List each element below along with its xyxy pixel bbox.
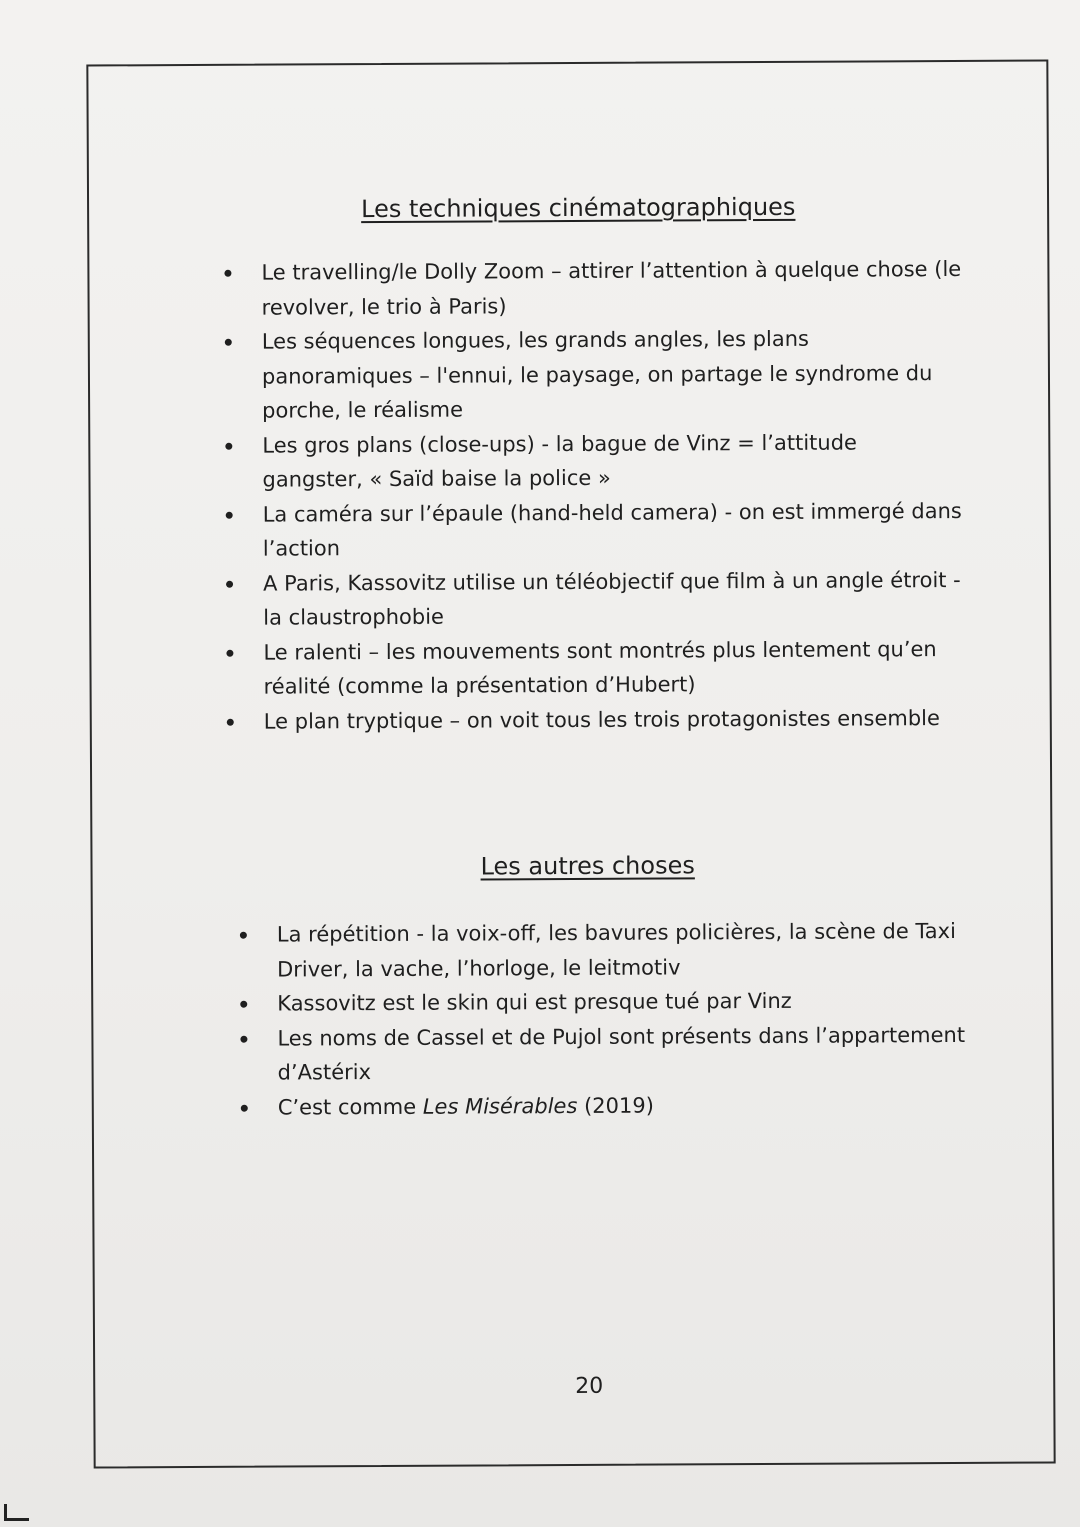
list-item — [277, 1017, 977, 1090]
bullet-icon — [225, 442, 232, 449]
list-item-text: Les noms de Cassel et de Pujol sont présents dans l’appartement d’Astérix — [277, 1022, 966, 1085]
list-item-text: A Paris, Kassovitz utilise un téléobjectif que film à un angle étroit - la claustrophobie — [262, 567, 961, 630]
bullet-icon — [240, 932, 247, 939]
bullet-icon — [226, 580, 233, 587]
list-item-text-prefix: C’est comme — [277, 1094, 423, 1120]
bullet-icon — [227, 718, 234, 725]
page-content — [88, 62, 1053, 1467]
page-border — [86, 59, 1055, 1468]
list-item — [277, 983, 977, 1021]
other-things-list — [277, 914, 978, 1125]
bullet-icon — [226, 511, 233, 518]
list-item-text: La caméra sur l’épaule (hand-held camera) - on est immergé dans l’action — [262, 498, 962, 561]
bullet-icon — [225, 339, 232, 346]
bullet-icon — [224, 270, 231, 277]
list-item — [277, 914, 977, 987]
list-item-text: La répétition - la voix-off, les bavures policières, la scène de Taxi Driver, la vache, l’horloge, le leitmotiv — [276, 918, 956, 982]
list-item-text: Les séquences longues, les grands angles, les plans panoramiques – l'ennui, le paysage, on partage le syndrome du porche, le réalisme — [261, 326, 933, 423]
techniques-list — [261, 252, 964, 739]
section-heading-techniques: Les techniques cinématographiques — [361, 192, 796, 224]
film-title: Les Misérables — [422, 1093, 578, 1119]
bullet-icon — [240, 1035, 247, 1042]
list-item-text: Le plan tryptique – on voit tous les trois protagonistes ensemble — [263, 705, 940, 734]
page-number: 20 — [575, 1373, 604, 1399]
list-item-text-suffix: (2019) — [577, 1093, 654, 1118]
list-item — [263, 631, 963, 704]
list-item — [262, 424, 962, 497]
bullet-icon — [240, 1001, 247, 1008]
list-item-text: Le travelling/le Dolly Zoom – attirer l’attention à quelque chose (le revolver, le trio à Paris) — [261, 256, 962, 320]
list-item — [262, 321, 963, 428]
list-item — [263, 493, 963, 566]
list-item — [264, 700, 964, 738]
list-item-text: Kassovitz est le skin qui est presque tué par Vinz — [277, 988, 792, 1016]
bullet-icon — [241, 1104, 248, 1111]
bullet-icon — [226, 649, 233, 656]
list-item — [263, 562, 963, 635]
corner-mark-icon — [4, 1504, 29, 1521]
list-item — [261, 252, 961, 325]
section-heading-other: Les autres choses — [480, 851, 695, 881]
list-item-text: Le ralenti – les mouvements sont montrés plus lentement qu’en réalité (comme la présentation d’Hubert) — [263, 636, 937, 699]
list-item — [278, 1086, 978, 1124]
list-item-text: Les gros plans (close-ups) - la bague de Vinz = l’attitude gangster, « Saïd baise la police » — [262, 429, 857, 492]
